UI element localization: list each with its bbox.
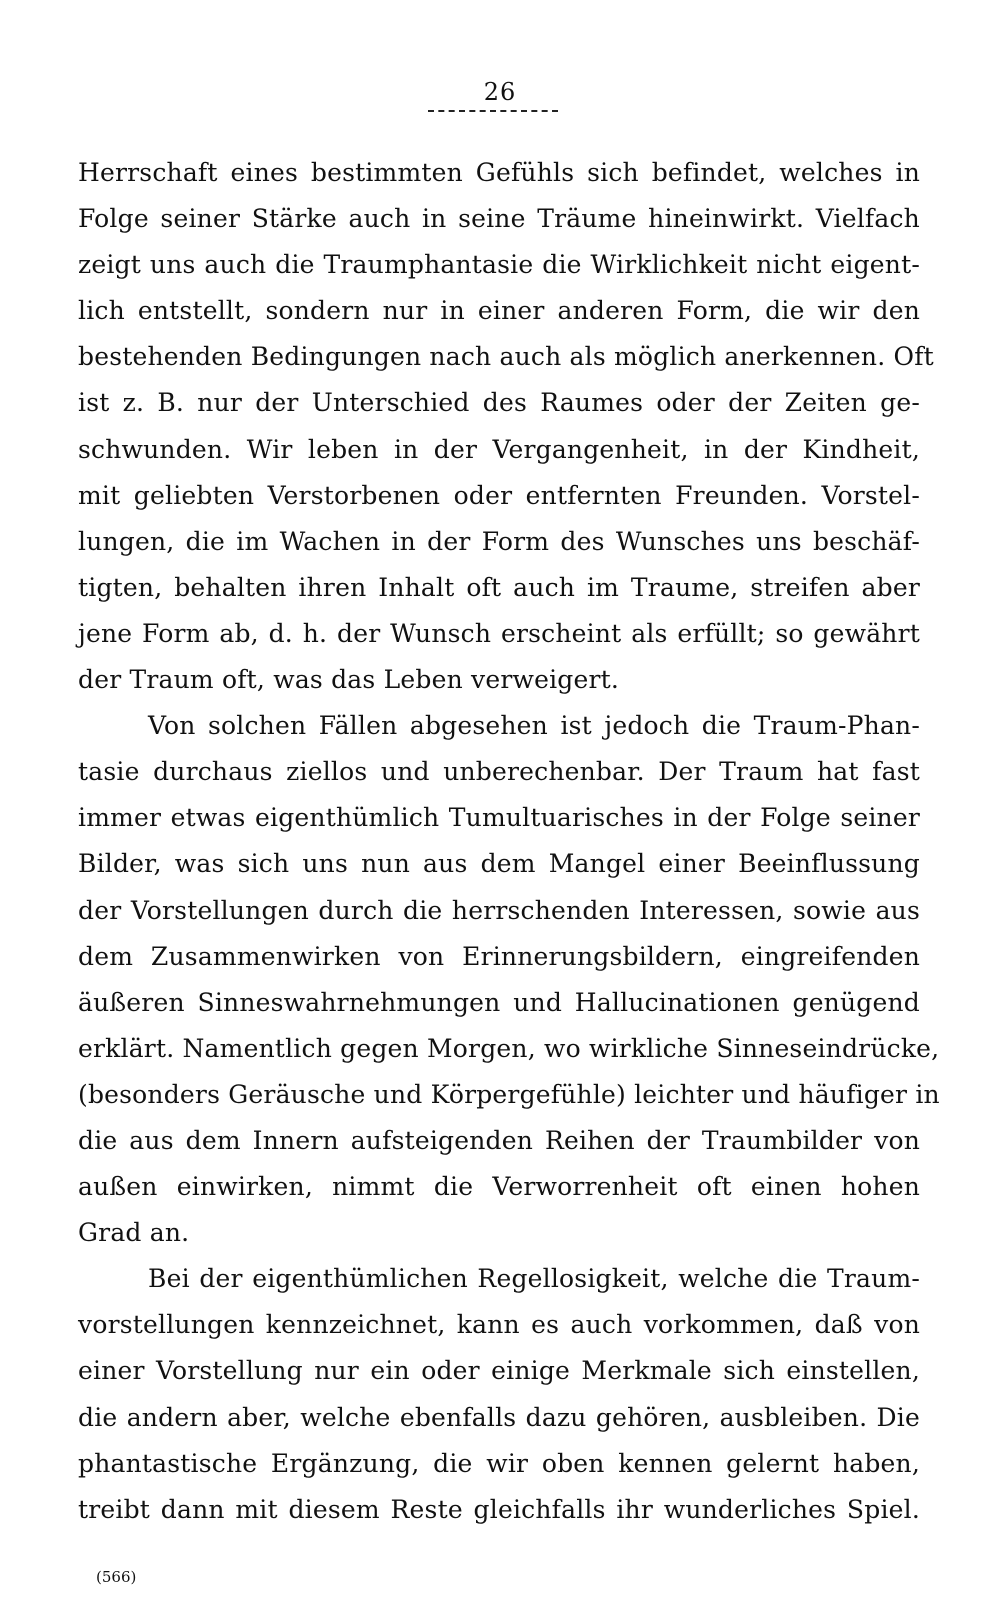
text-line: immer etwas eigenthümlich Tumultuarisches in der Folge seiner (78, 803, 920, 833)
text-line: der Vorstellungen durch die herrschenden Interessen, sowie aus (78, 895, 920, 925)
text-line: die andern aber, welche ebenfalls dazu gehören, ausbleiben. Die (78, 1402, 920, 1432)
signature-mark: (566) (96, 1568, 137, 1586)
text-line: Herrschaft eines bestimmten Gefühls sich befindet, welches in (78, 158, 920, 187)
paragraph (78, 703, 940, 1256)
text-line: einer Vorstellung nur ein oder einige Merkmale sich einstellen, (78, 1356, 920, 1386)
text-line: schwunden. Wir leben in der Vergangenheit, in der Kindheit, (78, 434, 920, 464)
text-line: phantastische Ergänzung, die wir oben kennen gelernt haben, (78, 1448, 920, 1478)
text-line: Bilder, was sich uns nun aus dem Mangel einer Beeinflussung (78, 849, 920, 879)
paragraph (78, 150, 934, 703)
header-rule (428, 110, 558, 112)
text-line: treibt dann mit diesem Reste gleichfalls ihr wunderliches Spiel. (78, 1494, 920, 1524)
text-line: jene Form ab, d. h. der Wunsch erscheint als erfüllt; so gewährt (78, 618, 920, 648)
text-line: außen einwirken, nimmt die Verworrenheit oft einen hohen (78, 1172, 920, 1202)
text-line: der Traum oft, was das Leben verweigert. (78, 665, 620, 695)
text-line: tasie durchaus ziellos und unberechenbar. Der Traum hat fast (78, 757, 920, 787)
text-line: Grad an. (78, 1218, 190, 1248)
text-line: äußeren Sinneswahrnehmungen und Hallucinationen genügend (78, 987, 920, 1017)
body-text (78, 150, 940, 1533)
text-line: die aus dem Innern aufsteigenden Reihen der Traumbilder von (78, 1125, 920, 1155)
text-line: lungen, die im Wachen in der Form des Wunsches uns beschäf- (78, 526, 920, 556)
page-number: 26 (483, 78, 517, 106)
text-line: Von solchen Fällen abgesehen ist jedoch die Traum-Phan- (148, 711, 920, 741)
text-line: (besonders Geräusche und Körpergefühle) leichter und häufiger in (78, 1079, 940, 1109)
text-line: vorstellungen kennzeichnet, kann es auch vorkommen, daß von (78, 1310, 920, 1340)
text-line: ist z. B. nur der Unterschied des Raumes oder der Zeiten ge- (78, 388, 920, 418)
paragraph (78, 1256, 920, 1533)
text-line: dem Zusammenwirken von Erinnerungsbildern, eingreifenden (78, 941, 920, 971)
text-line: erklärt. Namentlich gegen Morgen, wo wirkliche Sinneseindrücke, (78, 1033, 940, 1063)
text-line: Folge seiner Stärke auch in seine Träume hineinwirkt. Vielfach (78, 204, 920, 234)
text-line: mit geliebten Verstorbenen oder entfernten Freunden. Vorstel- (78, 480, 920, 510)
text-line: bestehenden Bedingungen nach auch als möglich anerkennen. Oft (78, 342, 934, 372)
text-line: lich entstellt, sondern nur in einer anderen Form, die wir den (78, 296, 920, 326)
text-line: tigten, behalten ihren Inhalt oft auch im Traume, streifen aber (78, 572, 920, 602)
text-line: Bei der eigenthümlichen Regellosigkeit, welche die Traum- (148, 1264, 920, 1294)
text-line: zeigt uns auch die Traumphantasie die Wirklichkeit nicht eigent- (78, 250, 920, 280)
